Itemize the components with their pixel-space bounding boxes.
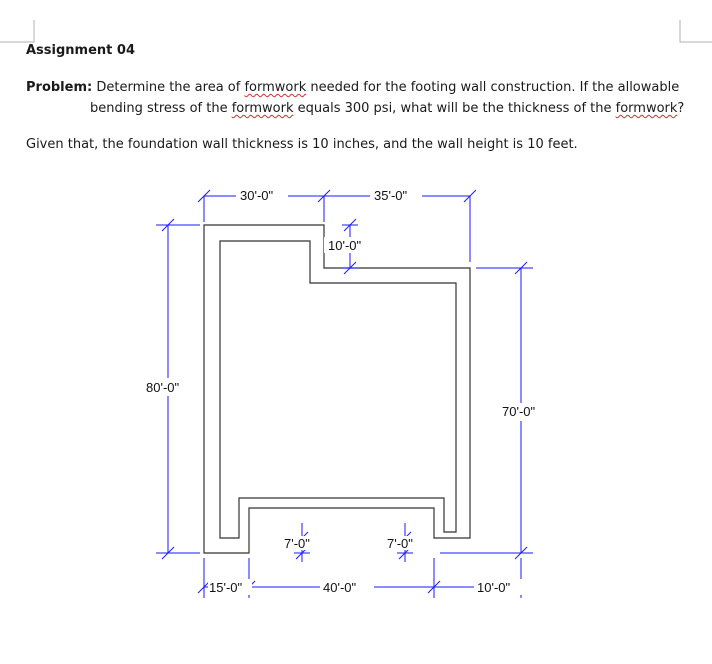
dim-label-top-left: 30'-0" <box>240 188 274 203</box>
wall-inner-outline <box>220 241 456 538</box>
dim-label-right: 70'-0" <box>502 404 536 419</box>
problem-text-2b: equals 300 psi, what will be the thickness of the <box>293 101 616 116</box>
formwork-word: formwork <box>615 101 678 116</box>
problem-label: Problem: <box>26 80 93 95</box>
formwork-word: formwork <box>231 101 294 116</box>
dim-label-left: 80'-0" <box>146 380 180 395</box>
problem-text-2c: ? <box>677 101 685 116</box>
problem-text-2a: bending stress of the <box>90 101 232 116</box>
dim-label-top-right: 35'-0" <box>374 188 408 203</box>
dim-label-bottom-notch-right: 7'-0" <box>387 536 413 551</box>
problem-text-1b: needed for the footing wall construction. If the allowable <box>306 80 680 95</box>
dim-label-bottom-left: 15'-0" <box>209 580 243 595</box>
dim-label-bottom-notch-left: 7'-0" <box>284 536 310 551</box>
formwork-word: formwork <box>244 80 307 95</box>
problem-text-1a: Determine the area of <box>96 80 245 95</box>
given-statement: Given that, the foundation wall thickness is 10 inches, and the wall height is 10 feet. <box>26 137 578 152</box>
dim-label-bottom-right: 10'-0" <box>477 580 511 595</box>
dim-label-notch-top: 10'-0" <box>328 238 362 253</box>
wall-outer-outline <box>204 225 470 553</box>
assignment-heading: Assignment 04 <box>26 43 136 58</box>
dim-label-bottom-middle: 40'-0" <box>323 580 357 595</box>
